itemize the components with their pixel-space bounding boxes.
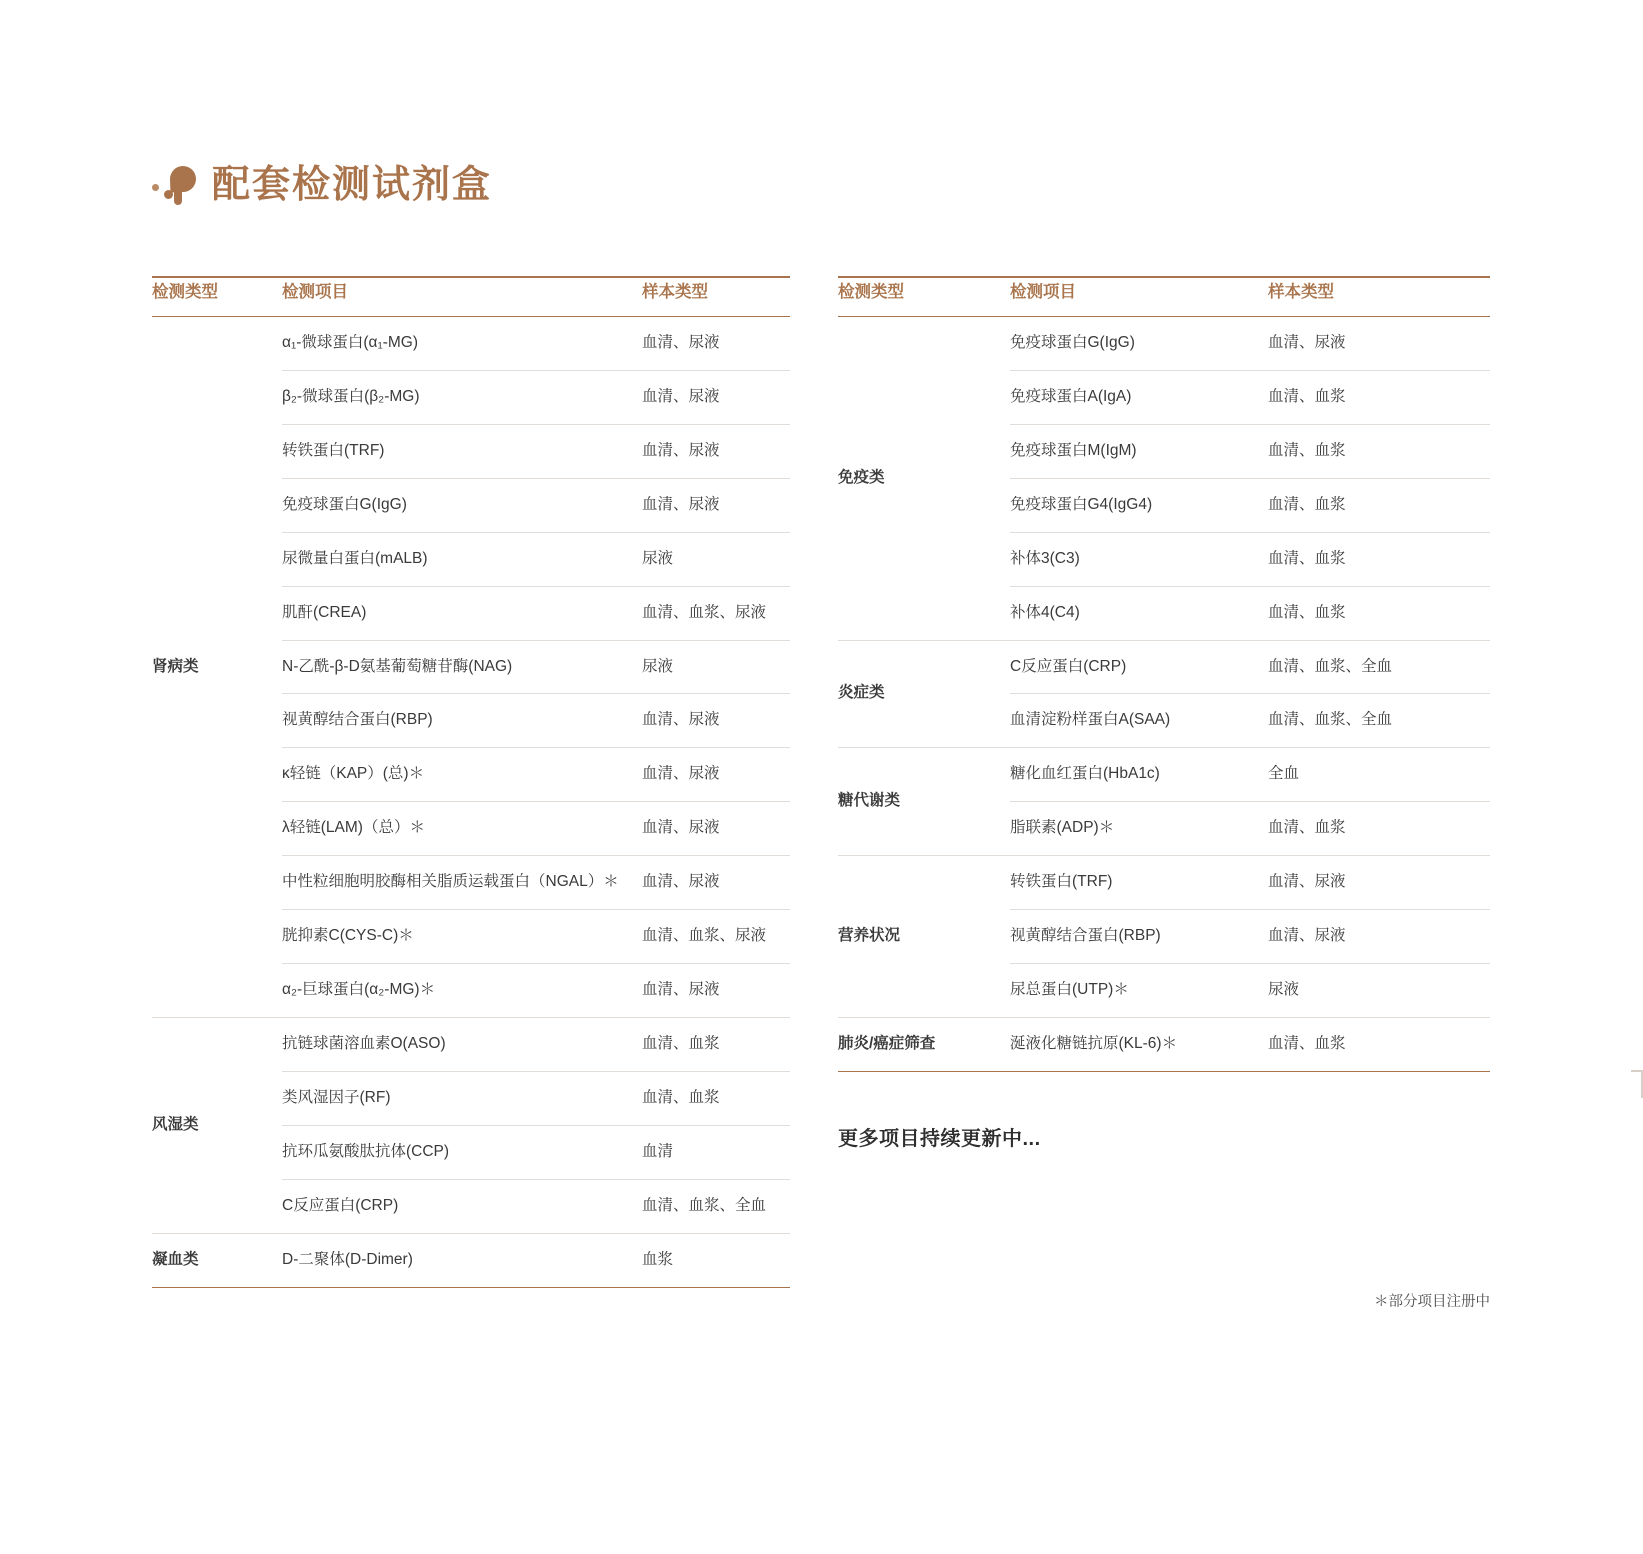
- item-cell: D-二聚体(D-Dimer): [282, 1233, 642, 1287]
- item-cell: 涎液化糖链抗原(KL-6)＊: [1010, 1017, 1268, 1071]
- table-header-row: [152, 277, 790, 317]
- sample-cell: 血清、血浆: [1268, 478, 1490, 532]
- item-cell: 中性粒细胞明胶酶相关脂质运载蛋白（NGAL）＊: [282, 856, 642, 910]
- column-header-category: 检测类型: [152, 277, 282, 317]
- table-body-right: [838, 317, 1490, 1072]
- sample-cell: 血清、尿液: [642, 317, 790, 371]
- category-cell: 肾病类: [152, 317, 282, 1018]
- category-cell: 免疫类: [838, 317, 1010, 641]
- corner-decoration: [1631, 1070, 1643, 1098]
- item-cell: 类风湿因子(RF): [282, 1071, 642, 1125]
- sample-cell: 血清、血浆: [1268, 1017, 1490, 1071]
- sample-cell: 血清、血浆: [1268, 370, 1490, 424]
- table-body-left: [152, 317, 790, 1288]
- item-cell: C反应蛋白(CRP): [282, 1179, 642, 1233]
- sample-cell: 血清、血浆、尿液: [642, 586, 790, 640]
- category-cell: 凝血类: [152, 1233, 282, 1287]
- sample-cell: 血清、血浆: [1268, 802, 1490, 856]
- sample-cell: 血清、血浆、全血: [1268, 694, 1490, 748]
- registration-note: ＊部分项目注册中: [1374, 1294, 1490, 1310]
- item-cell: 视黄醇结合蛋白(RBP): [282, 694, 642, 748]
- left-table-block: [152, 276, 790, 1288]
- sample-cell: 尿液: [1268, 964, 1490, 1018]
- category-cell: 风湿类: [152, 1017, 282, 1233]
- item-cell: 糖化血红蛋白(HbA1c): [1010, 748, 1268, 802]
- sample-cell: 血清、尿液: [1268, 910, 1490, 964]
- item-cell: κ轻链（KAP）(总)＊: [282, 748, 642, 802]
- sample-cell: 血清、血浆: [642, 1017, 790, 1071]
- sample-cell: 血清、血浆: [1268, 424, 1490, 478]
- column-header-category: 检测类型: [838, 277, 1010, 317]
- item-cell: N-乙酰-β-D氨基葡萄糖苷酶(NAG): [282, 640, 642, 694]
- table-row: [152, 1233, 790, 1287]
- sample-cell: 全血: [1268, 748, 1490, 802]
- test-kit-table-left: [152, 276, 790, 1288]
- item-cell: 胱抑素C(CYS-C)＊: [282, 910, 642, 964]
- table-row: [152, 317, 790, 371]
- column-header-sample: 样本类型: [642, 277, 790, 317]
- sample-cell: 血清、血浆、全血: [642, 1179, 790, 1233]
- sample-cell: 血清、血浆、尿液: [642, 910, 790, 964]
- item-cell: α₂-巨球蛋白(α₂-MG)＊: [282, 964, 642, 1018]
- sample-cell: 血清、血浆: [642, 1071, 790, 1125]
- item-cell: 抗链球菌溶血素O(ASO): [282, 1017, 642, 1071]
- sample-cell: 血清、血浆: [1268, 586, 1490, 640]
- sample-cell: 血浆: [642, 1233, 790, 1287]
- item-cell: 免疫球蛋白G(IgG): [1010, 317, 1268, 371]
- right-table-block: [838, 276, 1490, 1072]
- item-cell: 免疫球蛋白G4(IgG4): [1010, 478, 1268, 532]
- category-cell: 炎症类: [838, 640, 1010, 748]
- table-row: [838, 640, 1490, 694]
- item-cell: α₁-微球蛋白(α₁-MG): [282, 317, 642, 371]
- category-cell: 肺炎/癌症筛查: [838, 1017, 1010, 1071]
- item-cell: 视黄醇结合蛋白(RBP): [1010, 910, 1268, 964]
- more-items-note: 更多项目持续更新中...: [838, 1128, 1041, 1150]
- item-cell: 尿微量白蛋白(mALB): [282, 532, 642, 586]
- page-title: 配套检测试剂盒: [212, 164, 493, 206]
- item-cell: β₂-微球蛋白(β₂-MG): [282, 370, 642, 424]
- sample-cell: 血清、尿液: [642, 856, 790, 910]
- sample-cell: 血清: [642, 1125, 790, 1179]
- sample-cell: 血清、尿液: [642, 802, 790, 856]
- sample-cell: 血清、尿液: [1268, 317, 1490, 371]
- sample-cell: 血清、血浆、全血: [1268, 640, 1490, 694]
- table-row: [838, 748, 1490, 802]
- sample-cell: 血清、血浆: [1268, 532, 1490, 586]
- item-cell: 免疫球蛋白A(IgA): [1010, 370, 1268, 424]
- item-cell: 转铁蛋白(TRF): [282, 424, 642, 478]
- column-header-item: 检测项目: [282, 277, 642, 317]
- sample-cell: 血清、尿液: [642, 748, 790, 802]
- item-cell: 免疫球蛋白G(IgG): [282, 478, 642, 532]
- category-cell: 营养状况: [838, 856, 1010, 1018]
- sample-cell: 血清、尿液: [642, 370, 790, 424]
- sample-cell: 血清、尿液: [1268, 856, 1490, 910]
- table-header-row: [838, 277, 1490, 317]
- sample-cell: 尿液: [642, 532, 790, 586]
- sample-cell: 尿液: [642, 640, 790, 694]
- item-cell: λ轻链(LAM)（总）＊: [282, 802, 642, 856]
- item-cell: C反应蛋白(CRP): [1010, 640, 1268, 694]
- droplet-icon: [152, 160, 198, 210]
- item-cell: 抗环瓜氨酸肽抗体(CCP): [282, 1125, 642, 1179]
- item-cell: 转铁蛋白(TRF): [1010, 856, 1268, 910]
- item-cell: 补体4(C4): [1010, 586, 1268, 640]
- item-cell: 脂联素(ADP)＊: [1010, 802, 1268, 856]
- column-header-sample: 样本类型: [1268, 277, 1490, 317]
- table-row: [838, 1017, 1490, 1071]
- item-cell: 尿总蛋白(UTP)＊: [1010, 964, 1268, 1018]
- page-title-row: [152, 160, 492, 210]
- category-cell: 糖代谢类: [838, 748, 1010, 856]
- item-cell: 血清淀粉样蛋白A(SAA): [1010, 694, 1268, 748]
- sample-cell: 血清、尿液: [642, 694, 790, 748]
- table-row: [152, 1017, 790, 1071]
- sample-cell: 血清、尿液: [642, 424, 790, 478]
- item-cell: 肌酐(CREA): [282, 586, 642, 640]
- item-cell: 免疫球蛋白M(IgM): [1010, 424, 1268, 478]
- sample-cell: 血清、尿液: [642, 964, 790, 1018]
- test-kit-table-right: [838, 276, 1490, 1072]
- table-row: [838, 856, 1490, 910]
- item-cell: 补体3(C3): [1010, 532, 1268, 586]
- table-row: [838, 317, 1490, 371]
- column-header-item: 检测项目: [1010, 277, 1268, 317]
- sample-cell: 血清、尿液: [642, 478, 790, 532]
